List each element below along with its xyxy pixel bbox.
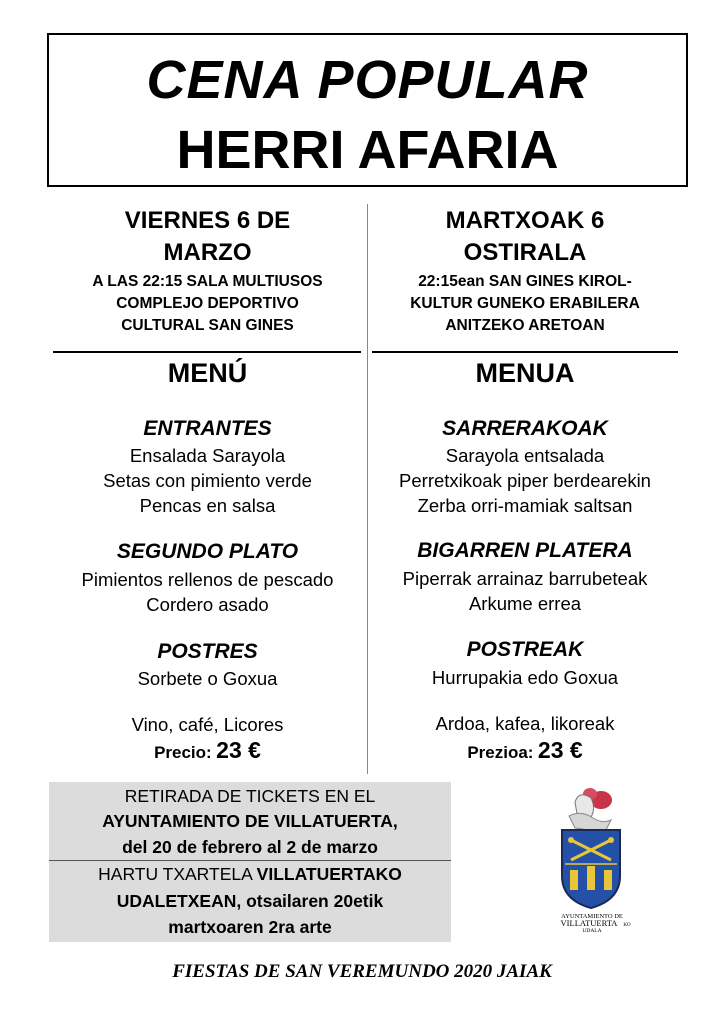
title-box [47,33,688,187]
right-place-line2: KULTUR GUNEKO ERABILERA [410,295,640,312]
tickets-es-line3: del 20 de febrero al 2 de marzo [122,837,378,857]
crest-caption-line3: UDALA [582,928,602,932]
right-price-value: 23 € [537,737,583,763]
left-course1-item: Setas con pimiento verde [103,470,312,491]
left-place-line3: CULTURAL SAN GINES [121,317,294,334]
column-divider [367,204,368,774]
left-date-line1: VIERNES 6 DE [124,207,291,234]
title-basque: HERRI AFARIA [176,120,559,180]
right-place-line1: 22:15ean SAN GINES KIROL- [418,273,632,290]
tickets-es-line2: AYUNTAMIENTO DE VILLATUERTA, [102,811,398,831]
tickets-box [49,782,451,942]
left-divider-line [53,351,361,353]
town-crest-logo [545,780,639,932]
right-date-line1: MARTXOAK 6 [445,207,605,234]
right-course2-item: Piperrak arrainaz barrubeteak [402,568,648,589]
tickets-es-line1: RETIRADA DE TICKETS EN EL [124,786,376,806]
right-course1-item: Sarayola entsalada [445,445,605,466]
crest-caption-line1: AYUNTAMIENTO DE [561,913,623,920]
right-course2-item: Arkume errea [468,593,582,614]
left-course1-item: Pencas en salsa [139,495,276,516]
right-divider-line [372,351,678,353]
left-course2-item: Cordero asado [146,594,269,615]
right-course1-item: Zerba orri-mamiak saltsan [417,495,633,516]
footer-festival: FIESTAS DE SAN VEREMUNDO 2020 JAIAK [172,961,552,982]
right-course2-title: BIGARREN PLATERA [417,539,633,562]
left-drinks: Vino, café, Licores [131,714,284,735]
tickets-separator [49,860,451,861]
right-price [370,737,680,764]
tickets-eu-line1-plain: HARTU TXARTELA [98,864,257,884]
tickets-eu-line3: martxoaren 2ra arte [168,917,332,937]
right-place-line3: ANITZEKO ARETOAN [445,317,605,334]
left-menu-title: MENÚ [167,358,248,388]
tickets-eu-line2: UDALETXEAN, otsailaren 20etik [116,891,384,911]
title-spanish: CENA POPULAR [146,50,589,110]
left-place-line1: A LAS 22:15 SALA MULTIUSOS [92,273,323,290]
left-course1-item: Ensalada Sarayola [129,445,286,466]
crest-caption-line2: VILLATUERTA [560,918,618,928]
left-date-line2: MARZO [163,239,252,266]
left-course3-title: POSTRES [157,640,258,663]
right-menu-title: MENUA [475,358,575,388]
left-course3-item: Sorbete o Goxua [137,668,278,689]
tickets-eu-line1-bold: VILLATUERTAKO [256,864,402,884]
right-course3-item: Hurrupakia edo Goxua [431,667,619,688]
left-price-label: Precio: [154,743,212,762]
tickets-eu-line1 [49,862,451,886]
right-course3-title: POSTREAK [466,638,584,661]
left-course2-item: Pimientos rellenos de pescado [81,569,334,590]
right-date-line2: OSTIRALA [463,239,587,266]
right-course1-item: Perretxikoak piper berdearekin [399,470,651,491]
left-price-value: 23 € [216,737,261,763]
left-course1-title: ENTRANTES [143,417,272,440]
left-course2-title: SEGUNDO PLATO [116,540,299,563]
left-price [50,737,365,764]
right-price-label: Prezioa: [467,743,534,762]
right-drinks: Ardoa, kafea, likoreak [435,713,615,734]
crest-caption-suffix: KO [623,923,631,928]
left-place-line2: COMPLEJO DEPORTIVO [116,295,299,312]
right-course1-title: SARRERAKOAK [442,417,608,440]
